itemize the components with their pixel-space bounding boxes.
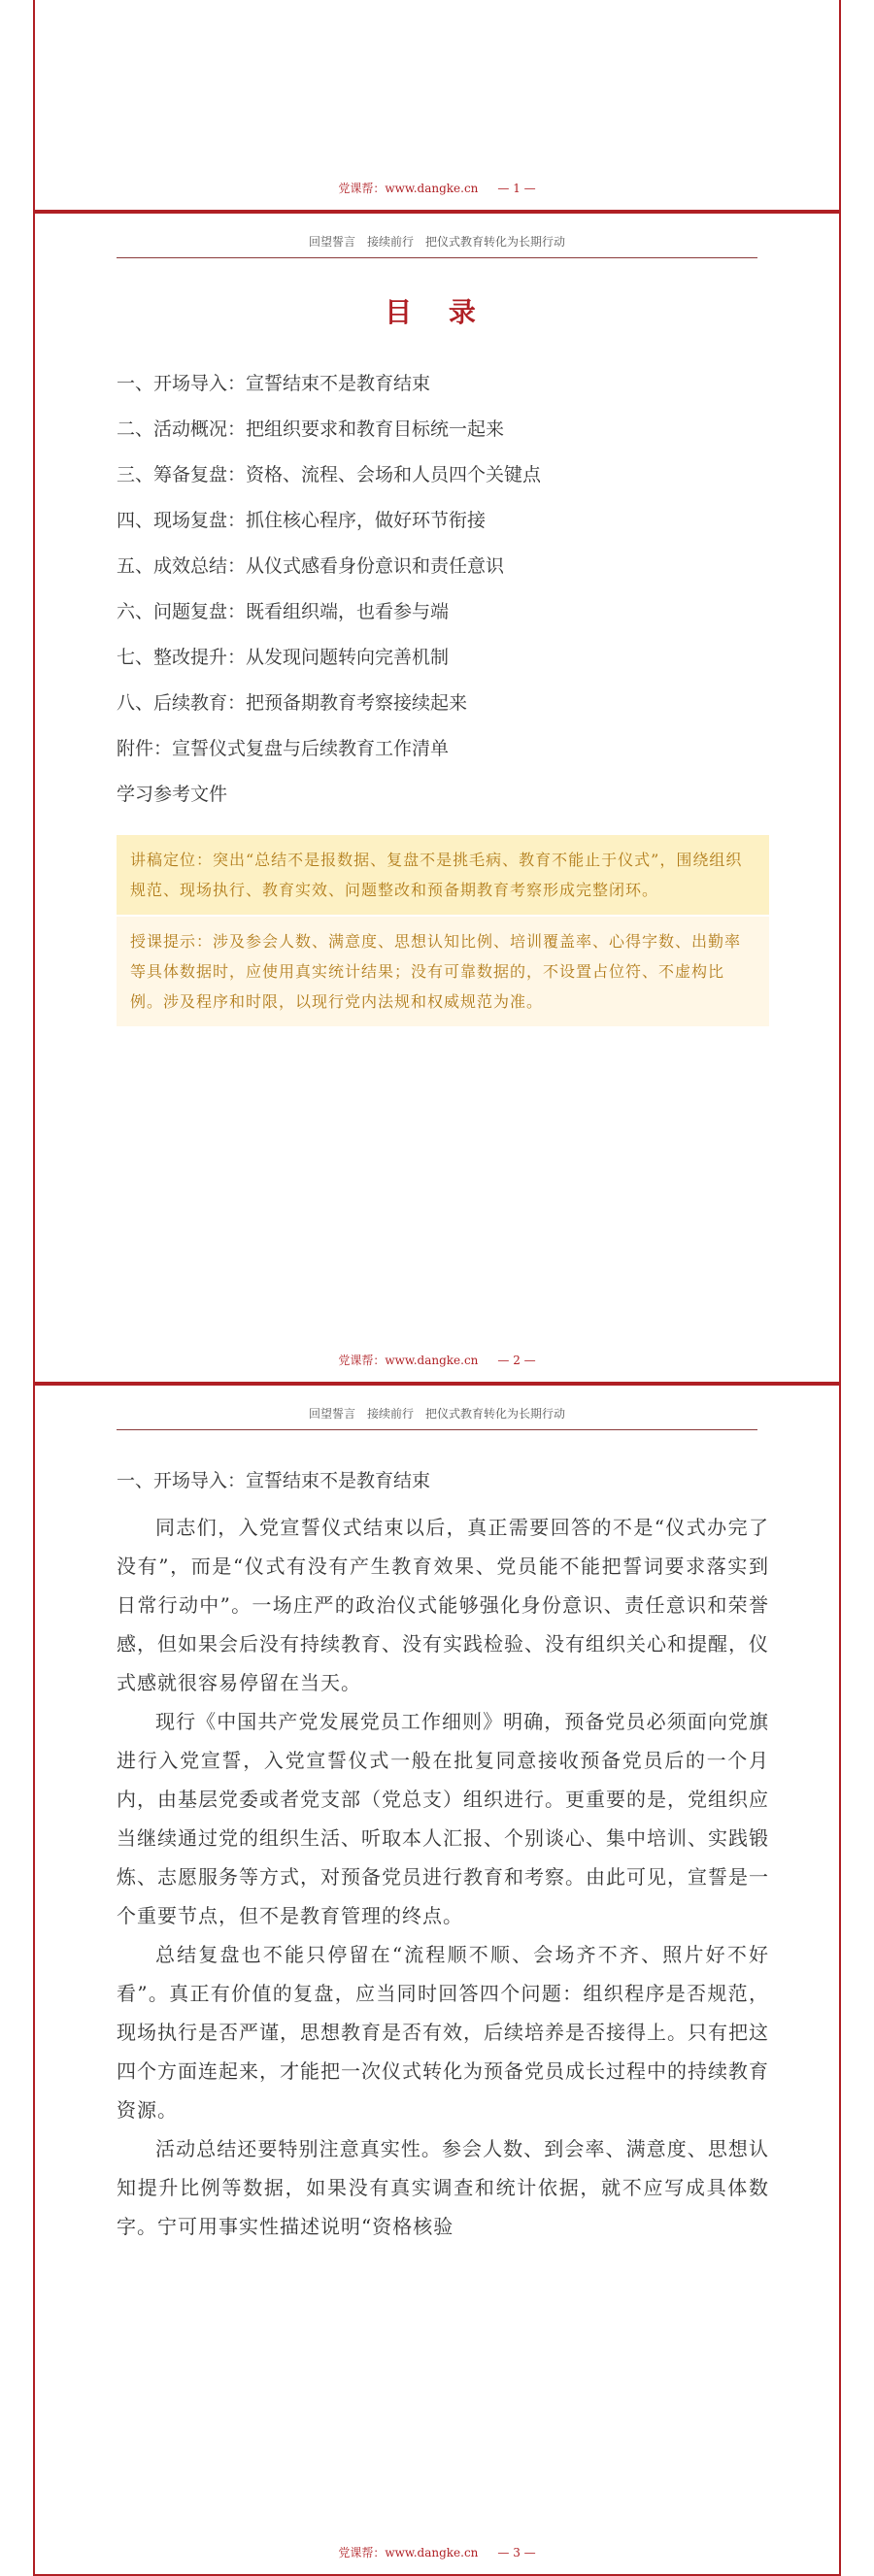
section-heading: 一、开场导入：宣誓结束不是教育结束 <box>117 1470 431 1491</box>
toc-item: 学习参考文件 <box>117 784 228 805</box>
footer-site: 党课帮：www.dangke.cn <box>338 182 479 195</box>
toc-item: 二、活动概况：把组织要求和教育目标统一起来 <box>117 418 505 440</box>
page-header: 回望誓言 接续前行 把仪式教育转化为长期行动 <box>117 1405 757 1430</box>
footer-page-number: — 3 — <box>497 2546 536 2559</box>
page-header: 回望誓言 接续前行 把仪式教育转化为长期行动 <box>117 233 757 258</box>
page-1 <box>33 0 841 212</box>
footer-page-number: — 1 — <box>497 182 536 195</box>
footer-page-number: — 2 — <box>497 1354 536 1367</box>
footer-site: 党课帮：www.dangke.cn <box>338 1354 479 1367</box>
body-paragraph: 现行《中国共产党发展党员工作细则》明确，预备党员必须面向党旗进行入党宣誓，入党宣誓仪式一般在批复同意接收预备党员后的一个月内，由基层党委或者党支部（党总支）组织进行。更重要的是，党组织应当继续通过党的组织生活、听取本人汇报、个别谈心、集中培训、实践锻炼、志愿服务等方式，对预备党员进行教育和考察。由此可见，宣誓是一个重要节点，但不是教育管理的终点。 <box>117 1710 769 1927</box>
toc-item: 八、后续教育：把预备期教育考察接续起来 <box>117 692 468 714</box>
note-positioning: 讲稿定位：突出“总结不是报数据、复盘不是挑毛病、教育不能止于仪式”，围绕组织规范、现场执行、教育实效、问题整改和预备期教育考察形成完整闭环。 <box>117 835 769 915</box>
body-paragraph: 同志们，入党宣誓仪式结束以后，真正需要回答的不是“仪式办完了没有”，而是“仪式有没有产生教育效果、党员能不能把誓词要求落实到日常行动中”。一场庄严的政治仪式能够强化身份意识、责任意识和荣誉感，但如果会后没有持续教育、没有实践检验、没有组织关心和提醒，仪式感就很容易停留在当天。 <box>117 1516 769 1694</box>
notes-box <box>117 835 769 1026</box>
note-teaching-tips: 授课提示：涉及参会人数、满意度、思想认知比例、培训覆盖率、心得字数、出勤率等具体数据时，应使用真实统计结果；没有可靠数据的，不设置占位符、不虚构比例。涉及程序和时限，以现行党内法规和权威规范为准。 <box>117 917 769 1026</box>
page-footer <box>35 2544 839 2560</box>
toc-item: 七、整改提升：从发现问题转向完善机制 <box>117 647 450 668</box>
page-footer <box>35 1352 839 1368</box>
toc-item: 一、开场导入：宣誓结束不是教育结束 <box>117 373 431 394</box>
page-2 <box>33 212 841 1384</box>
footer-site: 党课帮：www.dangke.cn <box>338 2546 479 2559</box>
page-3 <box>33 1384 841 2576</box>
section-content <box>117 1463 769 2246</box>
toc-title: 目 录 <box>385 296 489 328</box>
toc-item: 三、筹备复盘：资格、流程、会场和人员四个关键点 <box>117 464 542 485</box>
toc-item: 四、现场复盘：抓住核心程序，做好环节衔接 <box>117 510 487 531</box>
body-paragraph: 总结复盘也不能只停留在“流程顺不顺、会场齐不齐、照片好不好看”。真正有价值的复盘，应当同时回答四个问题：组织程序是否规范，现场执行是否严谨，思想教育是否有效，后续培养是否接得上。只有把这四个方面连起来，才能把一次仪式转化为预备党员成长过程中的持续教育资源。 <box>117 1943 769 2122</box>
body-paragraph: 活动总结还要特别注意真实性。参会人数、到会率、满意度、思想认知提升比例等数据，如果没有真实调查和统计依据，就不应写成具体数字。宁可用事实性描述说明“资格核验 <box>117 2137 769 2238</box>
page-footer <box>35 180 839 196</box>
toc-item: 附件：宣誓仪式复盘与后续教育工作清单 <box>117 738 450 759</box>
toc-item: 五、成效总结：从仪式感看身份意识和责任意识 <box>117 555 505 577</box>
toc-list <box>117 361 777 818</box>
toc-item: 六、问题复盘：既看组织端，也看参与端 <box>117 601 450 622</box>
